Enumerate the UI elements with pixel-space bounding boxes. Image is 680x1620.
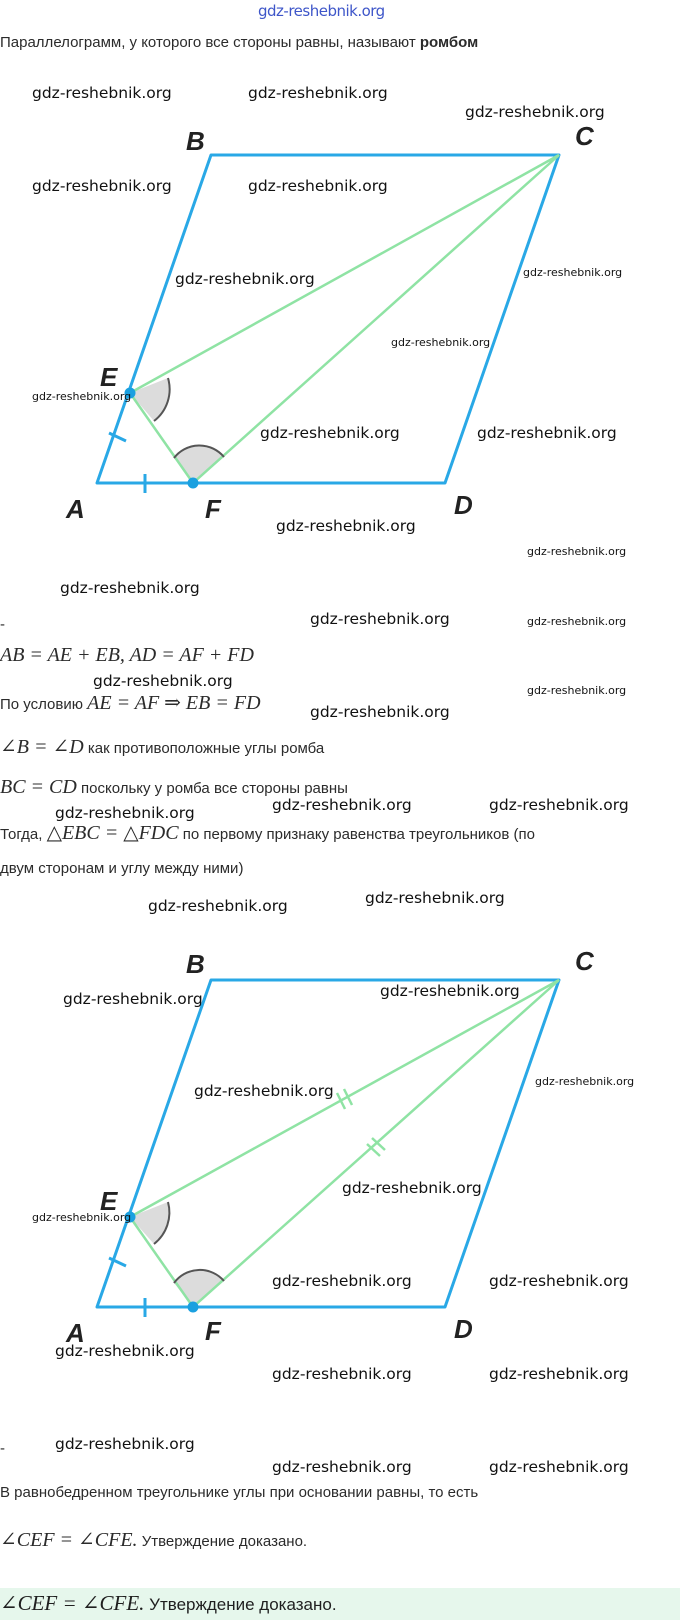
- rhombus-figure-1: [0, 110, 680, 530]
- header-watermark: gdz-reshebnik.org: [258, 2, 385, 20]
- point-f-2: [188, 1302, 199, 1313]
- watermark: gdz-reshebnik.org: [272, 1365, 412, 1383]
- watermark: gdz-reshebnik.org: [342, 1179, 482, 1197]
- intro-text: [0, 34, 478, 51]
- watermark: gdz-reshebnik.org: [60, 579, 200, 597]
- label-f-2: F: [205, 1316, 221, 1346]
- watermark: gdz-reshebnik.org: [276, 517, 416, 535]
- watermark-small: gdz-reshebnik.org: [527, 615, 627, 628]
- line2: [0, 690, 261, 715]
- angle-cef-fill-2: [130, 1202, 169, 1244]
- line5-text: по первому признаку равенства треугольников (по: [178, 826, 535, 843]
- watermark: gdz-reshebnik.org: [465, 103, 605, 121]
- line8-text: Утверждение доказано.: [137, 1533, 308, 1550]
- label-e-1: E: [100, 362, 118, 392]
- point-f-1: [188, 478, 199, 489]
- line5-prefix: Тогда,: [0, 826, 47, 843]
- watermark-small: gdz-reshebnik.org: [32, 1211, 132, 1224]
- line8: [0, 1527, 307, 1552]
- line2-prefix: По условию: [0, 696, 88, 713]
- line8-math: ∠CEF = ∠CFE.: [0, 1529, 138, 1551]
- watermark-small: gdz-reshebnik.org: [391, 336, 491, 349]
- watermark-small: gdz-reshebnik.org: [523, 266, 623, 279]
- watermark-small: gdz-reshebnik.org: [527, 545, 627, 558]
- watermark: gdz-reshebnik.org: [272, 796, 412, 814]
- label-c-2: C: [575, 946, 594, 976]
- label-a-2: A: [66, 1318, 85, 1348]
- answer-math: ∠CEF = ∠CFE.: [0, 1591, 145, 1615]
- watermark: gdz-reshebnik.org: [55, 804, 195, 822]
- watermark: gdz-reshebnik.org: [63, 990, 203, 1008]
- watermark: gdz-reshebnik.org: [194, 1082, 334, 1100]
- watermark: gdz-reshebnik.org: [175, 270, 315, 288]
- watermark: gdz-reshebnik.org: [148, 897, 288, 915]
- label-c-1: C: [575, 121, 594, 151]
- answer-text: Утверждение доказано.: [144, 1595, 337, 1614]
- watermark: gdz-reshebnik.org: [489, 796, 629, 814]
- label-d-2: D: [454, 1314, 473, 1344]
- watermark: gdz-reshebnik.org: [310, 703, 450, 721]
- line2-math: AE = AF ⇒ EB = FD: [87, 692, 261, 714]
- watermark: gdz-reshebnik.org: [55, 1342, 195, 1360]
- label-b-2: B: [186, 949, 205, 979]
- label-a-1: A: [66, 494, 85, 524]
- line4-math: BC = CD: [0, 776, 77, 798]
- watermark: gdz-reshebnik.org: [32, 84, 172, 102]
- watermark: gdz-reshebnik.org: [365, 889, 505, 907]
- line1-math: AB = AE + EB, AD = AF + FD: [0, 644, 254, 666]
- watermark: gdz-reshebnik.org: [248, 84, 388, 102]
- intro-plain: Параллелограмм, у которого все стороны равны, называют: [0, 34, 420, 51]
- label-f-1: F: [205, 494, 221, 524]
- line3-math: ∠B = ∠D: [0, 736, 84, 758]
- line3-text: как противоположные углы ромба: [83, 740, 325, 757]
- watermark: gdz-reshebnik.org: [489, 1365, 629, 1383]
- watermark-small: gdz-reshebnik.org: [535, 1075, 635, 1088]
- watermark: gdz-reshebnik.org: [489, 1272, 629, 1290]
- rhombus-outline-2: [97, 980, 559, 1307]
- line3: [0, 734, 324, 759]
- watermark: gdz-reshebnik.org: [272, 1458, 412, 1476]
- watermark: gdz-reshebnik.org: [272, 1272, 412, 1290]
- separator-dash-1: -: [0, 616, 5, 633]
- line6: двум сторонам и углу между ними): [0, 860, 244, 877]
- watermark: gdz-reshebnik.org: [32, 177, 172, 195]
- watermark: gdz-reshebnik.org: [380, 982, 520, 1000]
- watermark: gdz-reshebnik.org: [477, 424, 617, 442]
- answer-line: [0, 1591, 337, 1616]
- watermark: gdz-reshebnik.org: [93, 672, 233, 690]
- line4-text: поскольку у ромба все стороны равны: [76, 780, 348, 797]
- watermark: gdz-reshebnik.org: [55, 1435, 195, 1453]
- label-e-2: E: [100, 1186, 118, 1216]
- separator-dash-2: -: [0, 1440, 5, 1457]
- watermark-small: gdz-reshebnik.org: [32, 390, 132, 403]
- watermark: gdz-reshebnik.org: [260, 424, 400, 442]
- label-b-1: B: [186, 126, 205, 156]
- line5-math: △EBC = △FDC: [46, 822, 179, 844]
- line7: В равнобедренном треугольнике углы при основании равны, то есть: [0, 1484, 479, 1501]
- intro-bold: ромбом: [419, 34, 479, 51]
- line5: [0, 820, 535, 845]
- watermark-small: gdz-reshebnik.org: [527, 684, 627, 697]
- watermark: gdz-reshebnik.org: [248, 177, 388, 195]
- watermark: gdz-reshebnik.org: [310, 610, 450, 628]
- label-d-1: D: [454, 490, 473, 520]
- watermark: gdz-reshebnik.org: [489, 1458, 629, 1476]
